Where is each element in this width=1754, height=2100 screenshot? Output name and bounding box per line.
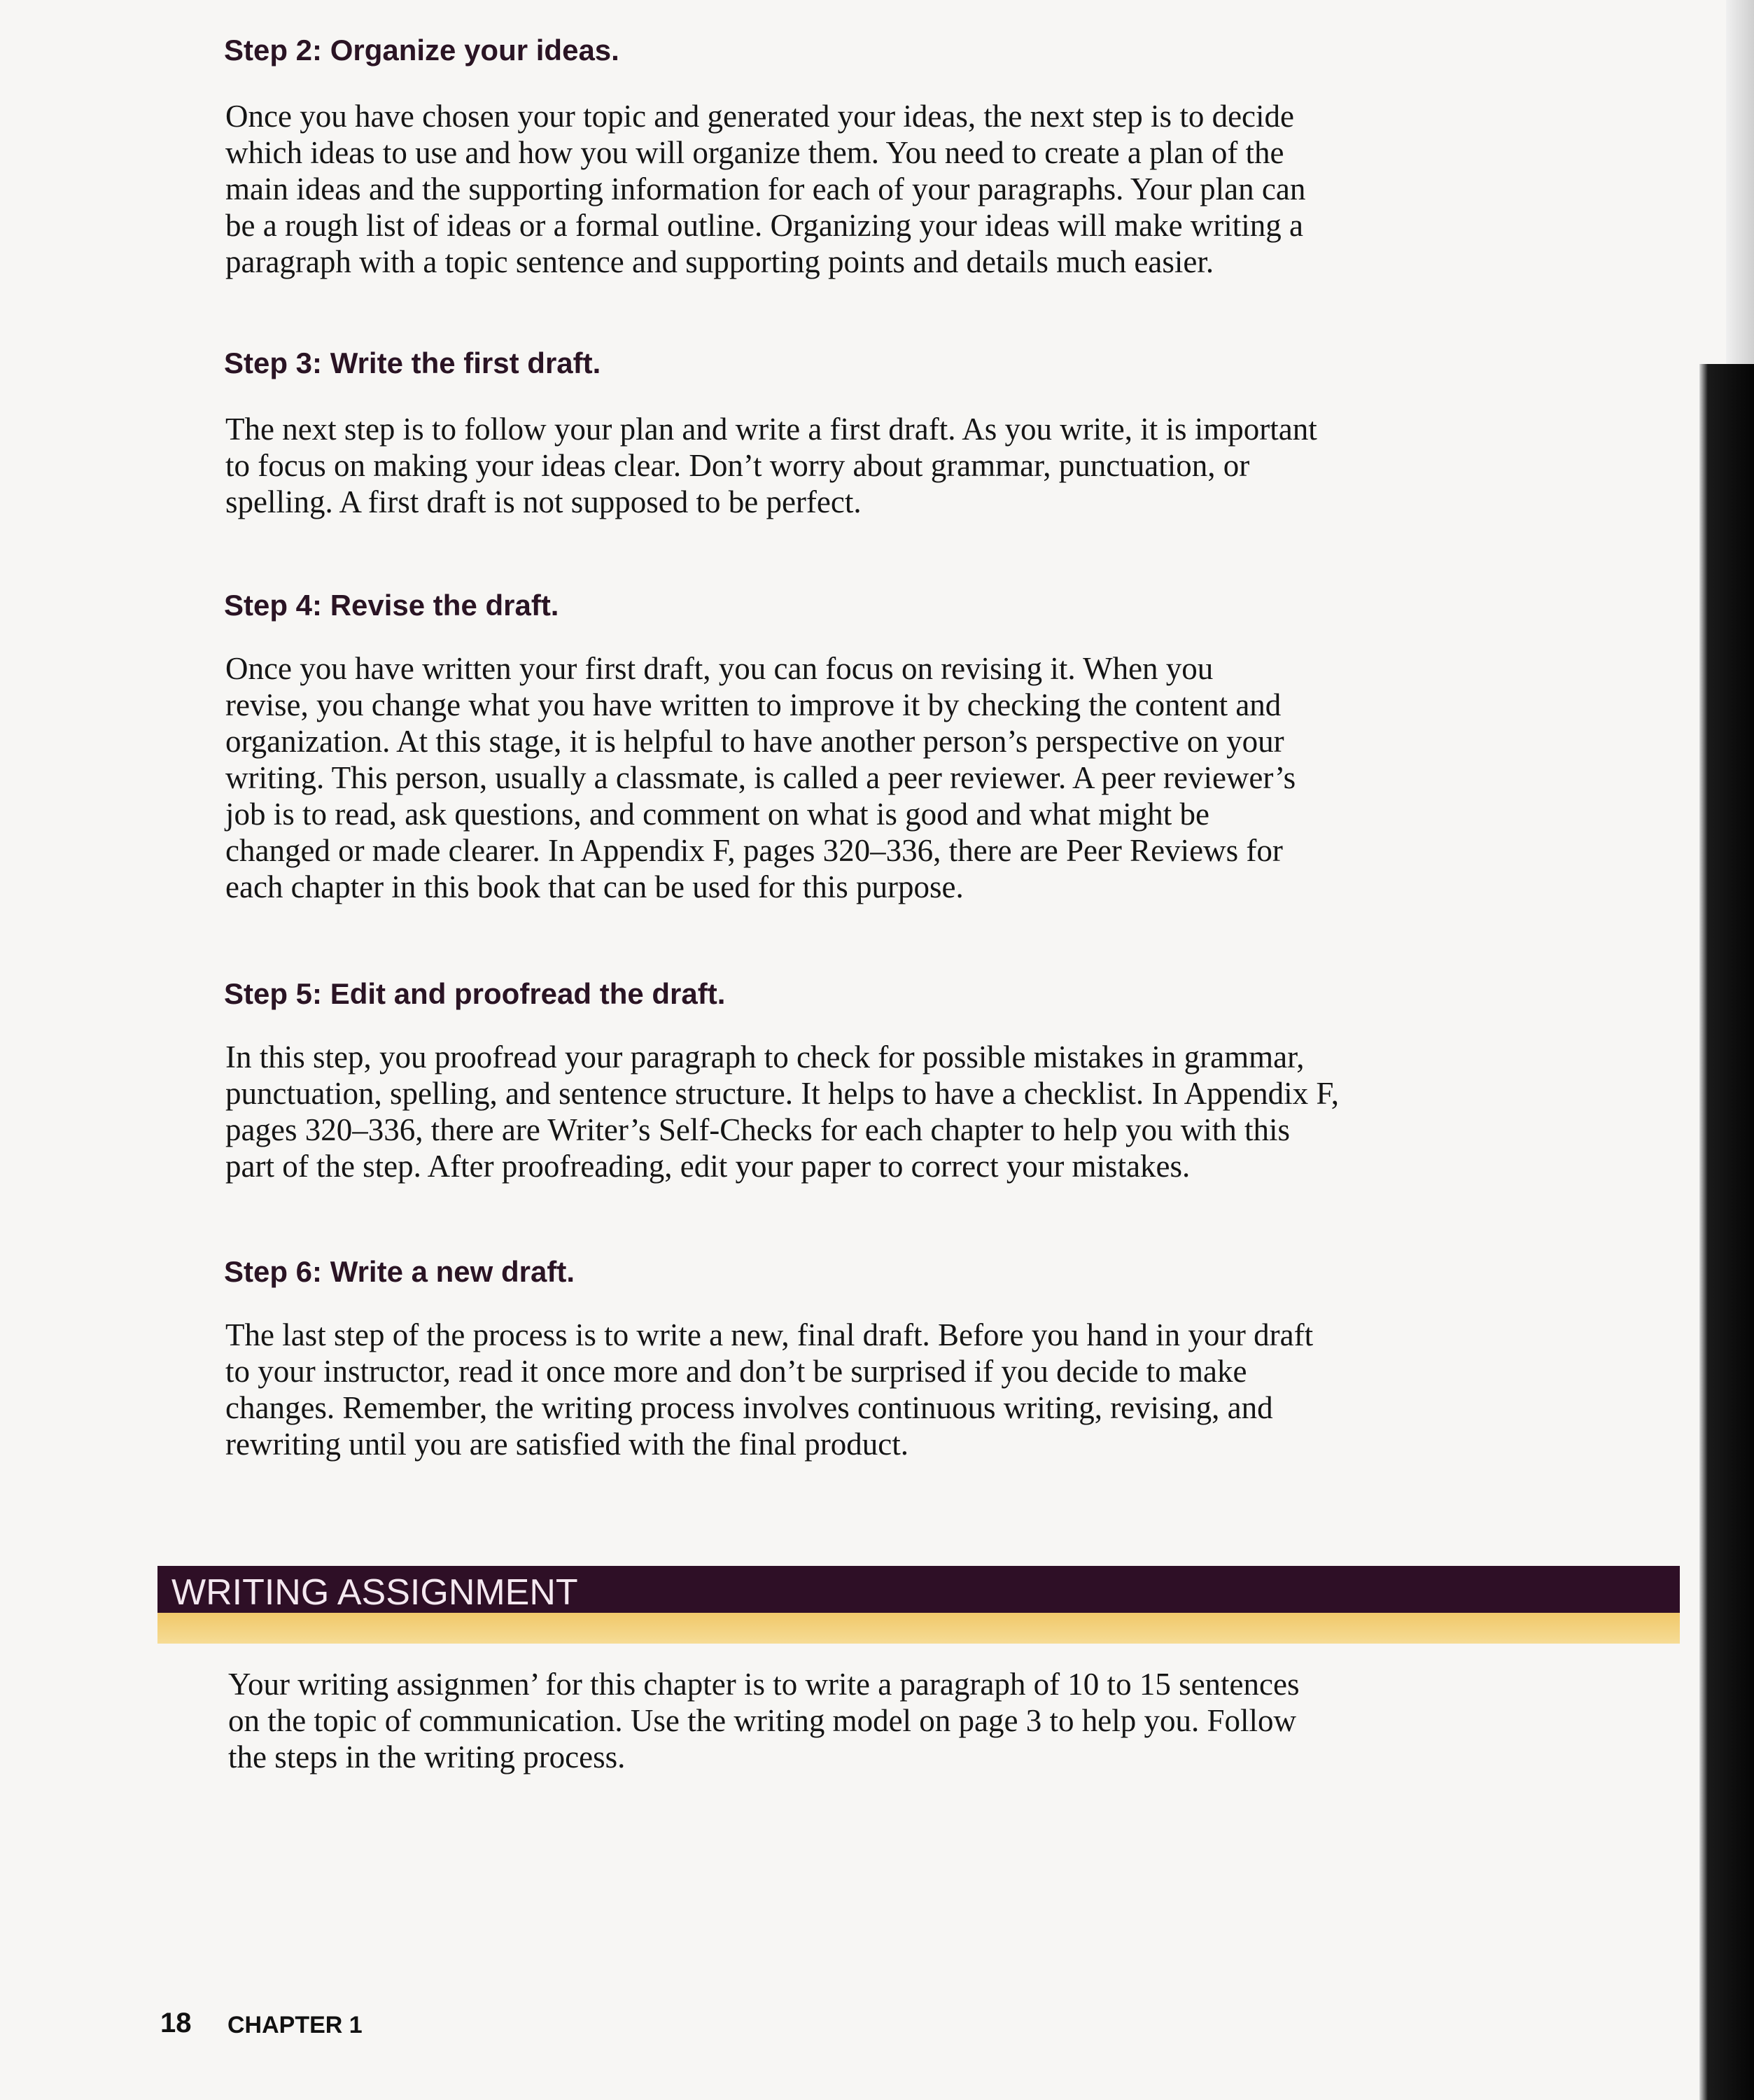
step-5-heading: Step 5: Edit and proofread the draft. [224,977,726,1010]
step-2-heading: Step 2: Organize your ideas. [224,34,619,66]
text-line: paragraph with a topic sentence and supporting points and details much easier. [225,244,1214,279]
text-line: on the topic of communication. Use the writing model on page 3 to help you. Follow [228,1703,1297,1738]
step-3-heading: Step 3: Write the first draft. [224,346,601,379]
banner-accent-stripe [157,1613,1680,1644]
step-4-heading: Step 4: Revise the draft. [224,589,559,622]
text-line: the steps in the writing process. [228,1740,626,1774]
text-line: be a rough list of ideas or a formal outline. Organizing your ideas will make writing a [225,208,1304,243]
step-3-paragraph [225,411,1317,520]
text-line: rewriting until you are satisfied with the final product. [225,1427,909,1462]
text-line: The next step is to follow your plan and write a first draft. As you write, it is important [225,412,1317,447]
text-line: main ideas and the supporting information for each of your paragraphs. Your plan can [225,172,1306,206]
text-line: punctuation, spelling, and sentence structure. It helps to have a checklist. In Appendix F, [225,1076,1339,1111]
assignment-paragraph [228,1666,1299,1775]
text-line: Once you have written your first draft, you can focus on revising it. When you [225,651,1214,686]
step-5-paragraph [225,1039,1339,1184]
step-6-paragraph [225,1317,1313,1462]
text-line: to focus on making your ideas clear. Don’t worry about grammar, punctuation, or [225,448,1250,483]
text-line: spelling. A first draft is not supposed to be perfect. [225,484,862,519]
text-line: organization. At this stage, it is helpful to have another person’s perspective on your [225,724,1284,759]
text-line: revise, you change what you have written to improve it by checking the content and [225,687,1282,722]
text-line: pages 320–336, there are Writer’s Self-Checks for each chapter to help you with this [225,1112,1291,1147]
text-line: Your writing assignmen’ for this chapter is to write a paragraph of 10 to 15 sentences [228,1667,1300,1702]
text-line: The last step of the process is to write a new, final draft. Before you hand in your draft [225,1317,1314,1352]
text-line: changed or made clearer. In Appendix F, pages 320–336, there are Peer Reviews for [225,833,1283,868]
text-line: writing. This person, usually a classmate, is called a peer reviewer. A peer reviewer’s [225,760,1296,795]
chapter-label: CHAPTER 1 [227,2012,363,2038]
text-line: Once you have chosen your topic and generated your ideas, the next step is to decide [225,99,1294,134]
writing-assignment-title: WRITING ASSIGNMENT [171,1572,578,1613]
text-line: each chapter in this book that can be used for this purpose. [225,869,964,904]
text-line: job is to read, ask questions, and comment on what is good and what might be [225,797,1210,832]
text-line: which ideas to use and how you will organize them. You need to create a plan of the [225,135,1284,170]
page-number: 18 [160,2008,192,2038]
step-4-paragraph [225,650,1296,905]
step-6-heading: Step 6: Write a new draft. [224,1255,575,1288]
step-2-paragraph [225,98,1305,280]
writing-assignment-banner [157,1566,1680,1613]
text-line: In this step, you proofread your paragraph to check for possible mistakes in grammar, [225,1040,1305,1074]
text-line: changes. Remember, the writing process involves continuous writing, revising, and [225,1390,1273,1425]
page-edge-shadow [1726,0,1754,364]
text-line: to your instructor, read it once more and don’t be surprised if you decide to make [225,1354,1247,1389]
page-edge-binding [1699,364,1754,2100]
text-line: part of the step. After proofreading, edit your paper to correct your mistakes. [225,1149,1191,1184]
